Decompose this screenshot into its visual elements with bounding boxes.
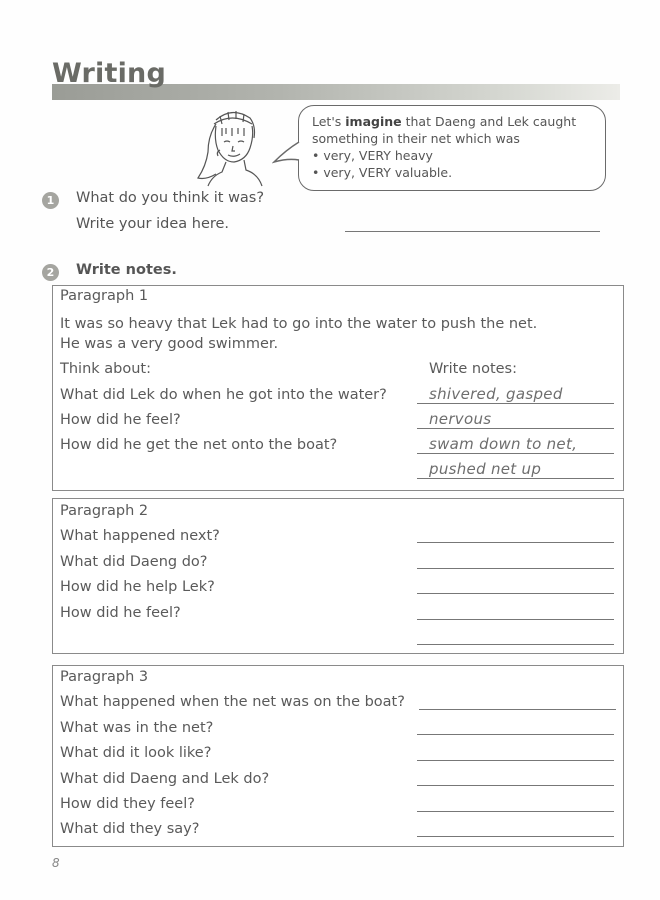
paragraph-1-question-3: How did he get the net onto the boat? bbox=[60, 437, 338, 453]
paragraph-1-question-1: What did Lek do when he got into the water? bbox=[60, 387, 387, 403]
page-title: Writing bbox=[52, 58, 166, 89]
paragraph-2-question-2: What did Daeng do? bbox=[60, 554, 208, 570]
paragraph-1-answer-line-2[interactable] bbox=[417, 428, 614, 429]
paragraph-3-answer-line-2[interactable] bbox=[417, 734, 614, 735]
bubble-line-2: something in their net which was bbox=[312, 131, 520, 146]
paragraph-3-question-5: How did they feel? bbox=[60, 796, 195, 812]
paragraph-2-box bbox=[52, 498, 624, 654]
think-about-label: Think about: bbox=[60, 361, 151, 377]
speech-bubble-tail-icon bbox=[272, 140, 302, 170]
paragraph-1-answer-2[interactable]: nervous bbox=[429, 410, 492, 428]
paragraph-2-answer-line-4[interactable] bbox=[417, 619, 614, 620]
paragraph-3-answer-line-1[interactable] bbox=[419, 709, 616, 710]
paragraph-2-question-4: How did he feel? bbox=[60, 605, 181, 621]
paragraph-1-box bbox=[52, 285, 624, 491]
bubble-bullet-heavy: • very, VERY heavy bbox=[312, 148, 433, 163]
paragraph-2-label: Paragraph 2 bbox=[60, 503, 149, 519]
paragraph-2-question-3: How did he help Lek? bbox=[60, 579, 215, 595]
paragraph-1-answer-1[interactable]: shivered, gasped bbox=[429, 385, 563, 403]
exercise-1-number-badge: 1 bbox=[42, 192, 59, 209]
exercise-1-instruction: Write your idea here. bbox=[76, 216, 230, 232]
exercise-1-answer-line[interactable] bbox=[345, 231, 600, 232]
paragraph-3-answer-line-4[interactable] bbox=[417, 785, 614, 786]
write-notes-label: Write notes: bbox=[429, 361, 517, 377]
paragraph-1-question-2: How did he feel? bbox=[60, 412, 181, 428]
paragraph-2-answer-line-1[interactable] bbox=[417, 542, 614, 543]
paragraph-3-label: Paragraph 3 bbox=[60, 669, 149, 685]
paragraph-1-text-line-1: It was so heavy that Lek had to go into the water to push the net. bbox=[60, 316, 538, 332]
paragraph-3-question-6: What did they say? bbox=[60, 821, 200, 837]
paragraph-2-answer-line-2[interactable] bbox=[417, 568, 614, 569]
bubble-intro-bold: imagine bbox=[345, 114, 402, 129]
paragraph-1-answer-line-1[interactable] bbox=[417, 403, 614, 404]
paragraph-1-answer-3[interactable]: swam down to net, bbox=[429, 435, 578, 453]
page-number: 8 bbox=[52, 856, 60, 870]
paragraph-3-question-1: What happened when the net was on the boat? bbox=[60, 694, 405, 710]
exercise-2-number-badge: 2 bbox=[42, 264, 59, 281]
paragraph-1-answer-line-4[interactable] bbox=[417, 478, 614, 479]
speech-bubble-text bbox=[312, 113, 576, 181]
paragraph-3-question-3: What did it look like? bbox=[60, 745, 212, 761]
paragraph-3-box bbox=[52, 665, 624, 847]
paragraph-3-answer-line-3[interactable] bbox=[417, 760, 614, 761]
paragraph-3-question-2: What was in the net? bbox=[60, 720, 214, 736]
girl-illustration-icon bbox=[186, 106, 278, 188]
paragraph-2-answer-line-5[interactable] bbox=[417, 644, 614, 645]
paragraph-2-answer-line-3[interactable] bbox=[417, 593, 614, 594]
bubble-intro-suffix: that Daeng and Lek caught bbox=[401, 114, 577, 129]
exercise-1-question: What do you think it was? bbox=[76, 190, 265, 206]
paragraph-2-question-1: What happened next? bbox=[60, 528, 220, 544]
paragraph-3-answer-line-6[interactable] bbox=[417, 836, 614, 837]
paragraph-1-label: Paragraph 1 bbox=[60, 288, 149, 304]
paragraph-1-answer-line-3[interactable] bbox=[417, 453, 614, 454]
paragraph-1-answer-4[interactable]: pushed net up bbox=[429, 460, 542, 478]
paragraph-3-question-4: What did Daeng and Lek do? bbox=[60, 771, 270, 787]
exercise-2-heading: Write notes. bbox=[76, 262, 177, 278]
paragraph-3-answer-line-5[interactable] bbox=[417, 811, 614, 812]
paragraph-1-text-line-2: He was a very good swimmer. bbox=[60, 336, 279, 352]
bubble-intro-prefix: Let's bbox=[312, 114, 346, 129]
bubble-bullet-valuable: • very, VERY valuable. bbox=[312, 165, 453, 180]
